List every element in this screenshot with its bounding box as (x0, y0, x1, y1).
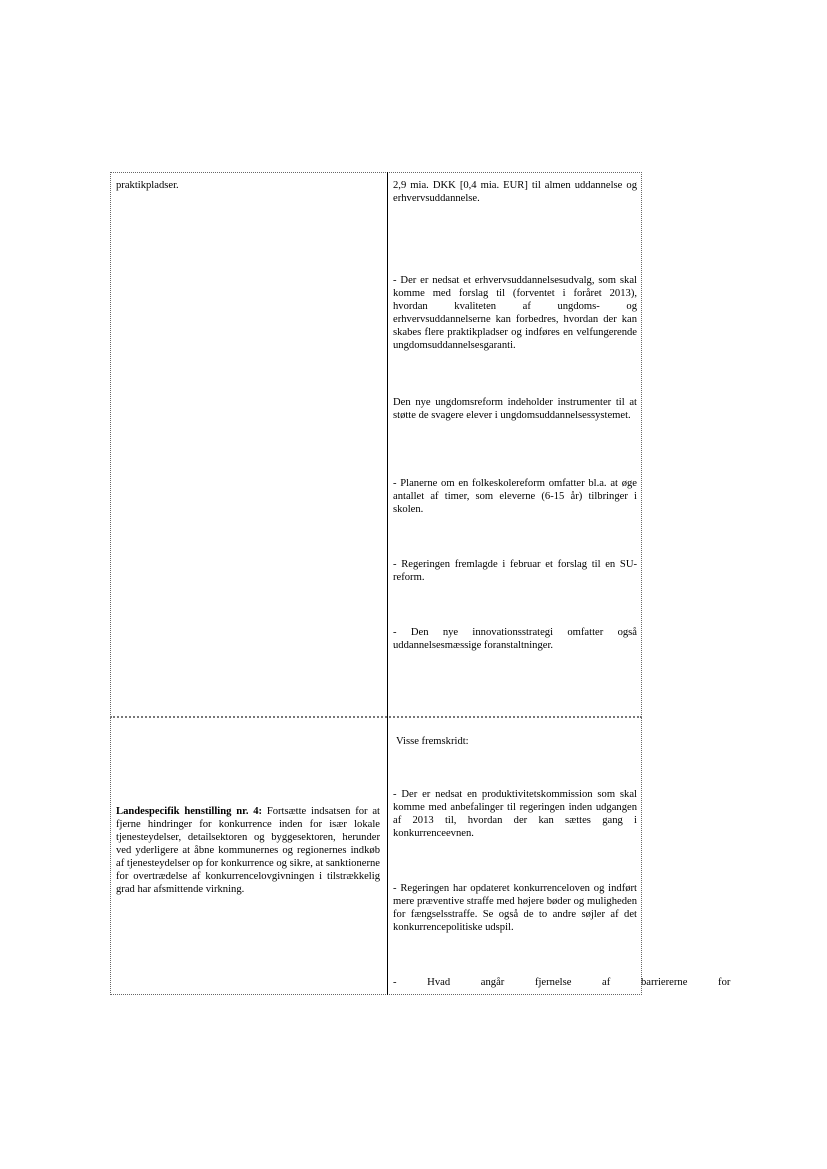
table-border-bottom (110, 994, 642, 995)
row1-right-paragraph-4: - Planerne om en folkeskolereform omfatter bl.a. at øge antallet af timer, som eleverne (6-15 år) tilbringer i skolen. (393, 478, 637, 515)
table-border-top (110, 172, 642, 173)
row1-right-paragraph-5: - Regeringen fremlagde i februar et forslag til en SU-reform. (393, 559, 637, 583)
recommendation-table (110, 172, 731, 995)
row-divider (110, 716, 642, 718)
row2-right-paragraph-2: - Der er nedsat en produktivitetskommission som skal komme med anbefalinger til regeringen inden udgangen af 2013 til, hvordan der kan sættes gang i konkurrenceevnen. (393, 789, 637, 839)
row2-right-paragraph-3: - Regeringen har opdateret konkurrenceloven og indført mere præventive straffe med højere bøder og muligheden for fængselsstraffe. Se også de to andre søjler af det konkurrencepolitiske udspil. (393, 883, 637, 933)
column-divider (387, 172, 388, 995)
row1-right-paragraph-3: Den nye ungdomsreform indeholder instrumenter til at støtte de svagere elever i ungdomsuddannelsessystemet. (393, 397, 637, 421)
table-border-right (641, 172, 642, 995)
row1-right-paragraph-6: - Den nye innovationsstrategi omfatter også uddannelsesmæssige foranstaltninger. (393, 627, 637, 651)
table-border-left (110, 172, 111, 995)
recommendation-heading: Landespecifik henstilling nr. 4: (116, 806, 263, 817)
recommendation-body: Fortsætte indsatsen for at fjerne hindringer for konkurrence inden for især lokale tjenesteydelser, detailsektoren og byggesektoren, herunder ved yderligere at åbne kommunernes og regionernes indkøb af tjenesteydelser op for konkurrence og sikre, at sanktionerne for overtrædelse af konkurrencelovgivningen i tilstrækkelig grad har afsmittende virkning. (116, 806, 380, 895)
row1-left-cell-text: praktikpladser. (116, 180, 179, 191)
row2-left-cell-text (116, 805, 380, 896)
row2-right-paragraph-4: - Hvad angår fjernelse af barriererne for (393, 977, 731, 988)
row1-right-paragraph-2: - Der er nedsat et erhvervsuddannelsesudvalg, som skal komme med forslag til (forventet i foråret 2013), hvordan kvaliteten af ungdoms- og erhvervsuddannelserne kan forbedres, hvordan der kan skabes flere praktikpladser og indføres en velfungerende ungdomsuddannelsesgaranti. (393, 275, 637, 351)
row1-right-paragraph-1: 2,9 mia. DKK [0,4 mia. EUR] til almen uddannelse og erhvervsuddannelse. (393, 180, 637, 204)
row2-right-paragraph-1: Visse fremskridt: (396, 736, 469, 747)
